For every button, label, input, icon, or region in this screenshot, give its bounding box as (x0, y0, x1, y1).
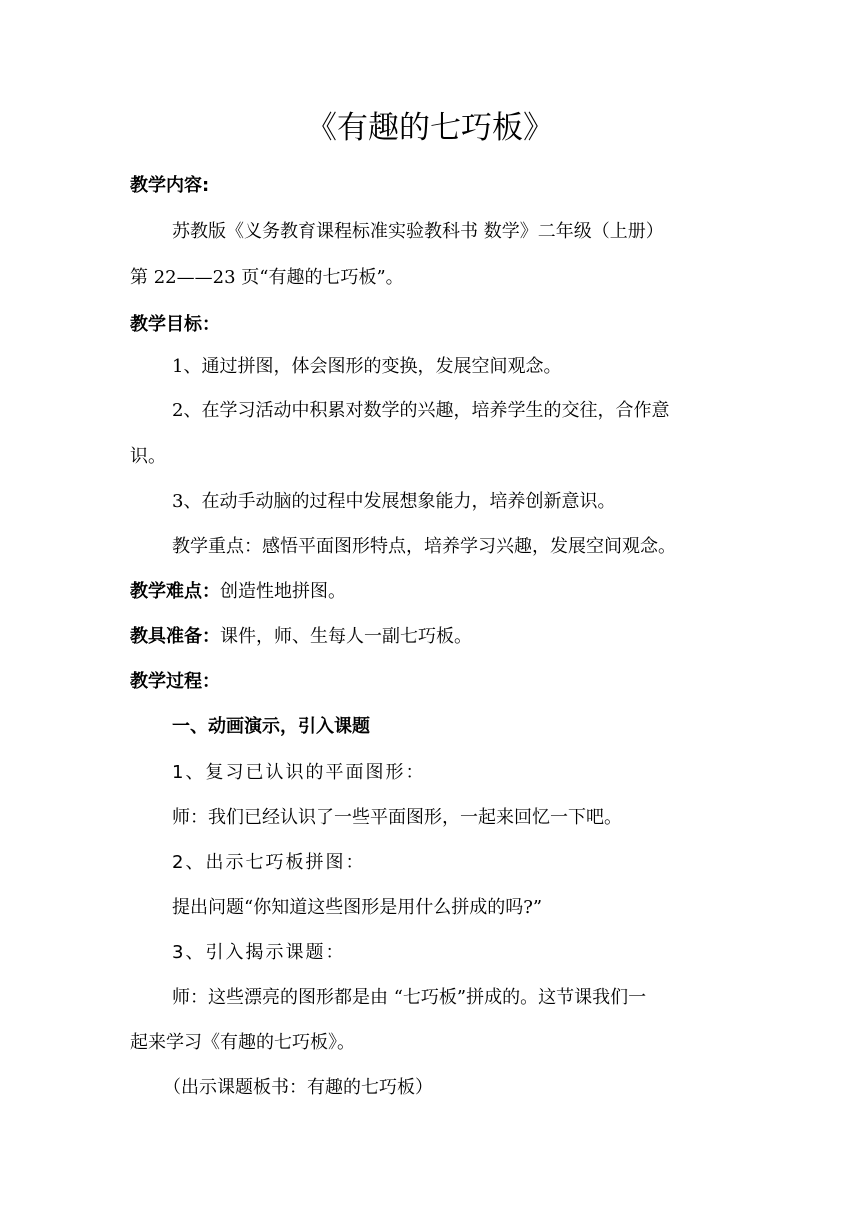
goal-2-line-2: 识。 (130, 446, 166, 467)
goal-1: 1、通过拼图，体会图形的变换，发展空间观念。 (172, 356, 562, 377)
tools-row (130, 624, 472, 650)
tools-heading: 教具准备： (130, 626, 220, 647)
goal-3: 3、在动手动脑的过程中发展想象能力，培养创新意识。 (172, 491, 616, 512)
step-1-text: 师：我们已经认识了一些平面图形，一起来回忆一下吧。 (172, 807, 622, 828)
document-title: 《有趣的七巧板》 (306, 110, 554, 146)
difficulty-text: 创造性地拼图。 (220, 581, 346, 602)
step-2-text: 提出问题“你知道这些图形是用什么拼成的吗?” (172, 897, 543, 918)
step-3: 3、引入揭示课题： (172, 942, 346, 963)
difficulty-row (130, 579, 346, 605)
content-line-2: 第 22——23 页“有趣的七巧板”。 (130, 267, 404, 288)
content-heading: 教学内容: (130, 175, 210, 196)
process-heading: 教学过程： (130, 671, 220, 692)
difficulty-heading: 教学难点： (130, 581, 220, 602)
goal-2-line-1: 2、在学习活动中积累对数学的兴趣，培养学生的交往，合作意 (172, 400, 670, 421)
goals-heading: 教学目标： (130, 314, 220, 335)
step-3-text-line-2: 起来学习《有趣的七巧板》。 (130, 1032, 355, 1053)
step-3-text-line-1: 师：这些漂亮的图形都是由 “七巧板”拼成的。这节课我们一 (172, 987, 647, 1008)
section-1-heading: 一、动画演示，引入课题 (172, 716, 370, 737)
content-line-1: 苏教版《义务教育课程标准实验教科书 数学》二年级（上册） (172, 221, 664, 242)
key-points: 教学重点：感悟平面图形特点，培养学习兴趣，发展空间观念。 (172, 536, 676, 557)
board-note: （出示课题板书：有趣的七巧板） (163, 1077, 433, 1098)
step-1: 1、复习已认识的平面图形： (172, 762, 426, 783)
step-2: 2、出示七巧板拼图： (172, 852, 366, 873)
tools-text: 课件，师、生每人一副七巧板。 (220, 626, 472, 647)
